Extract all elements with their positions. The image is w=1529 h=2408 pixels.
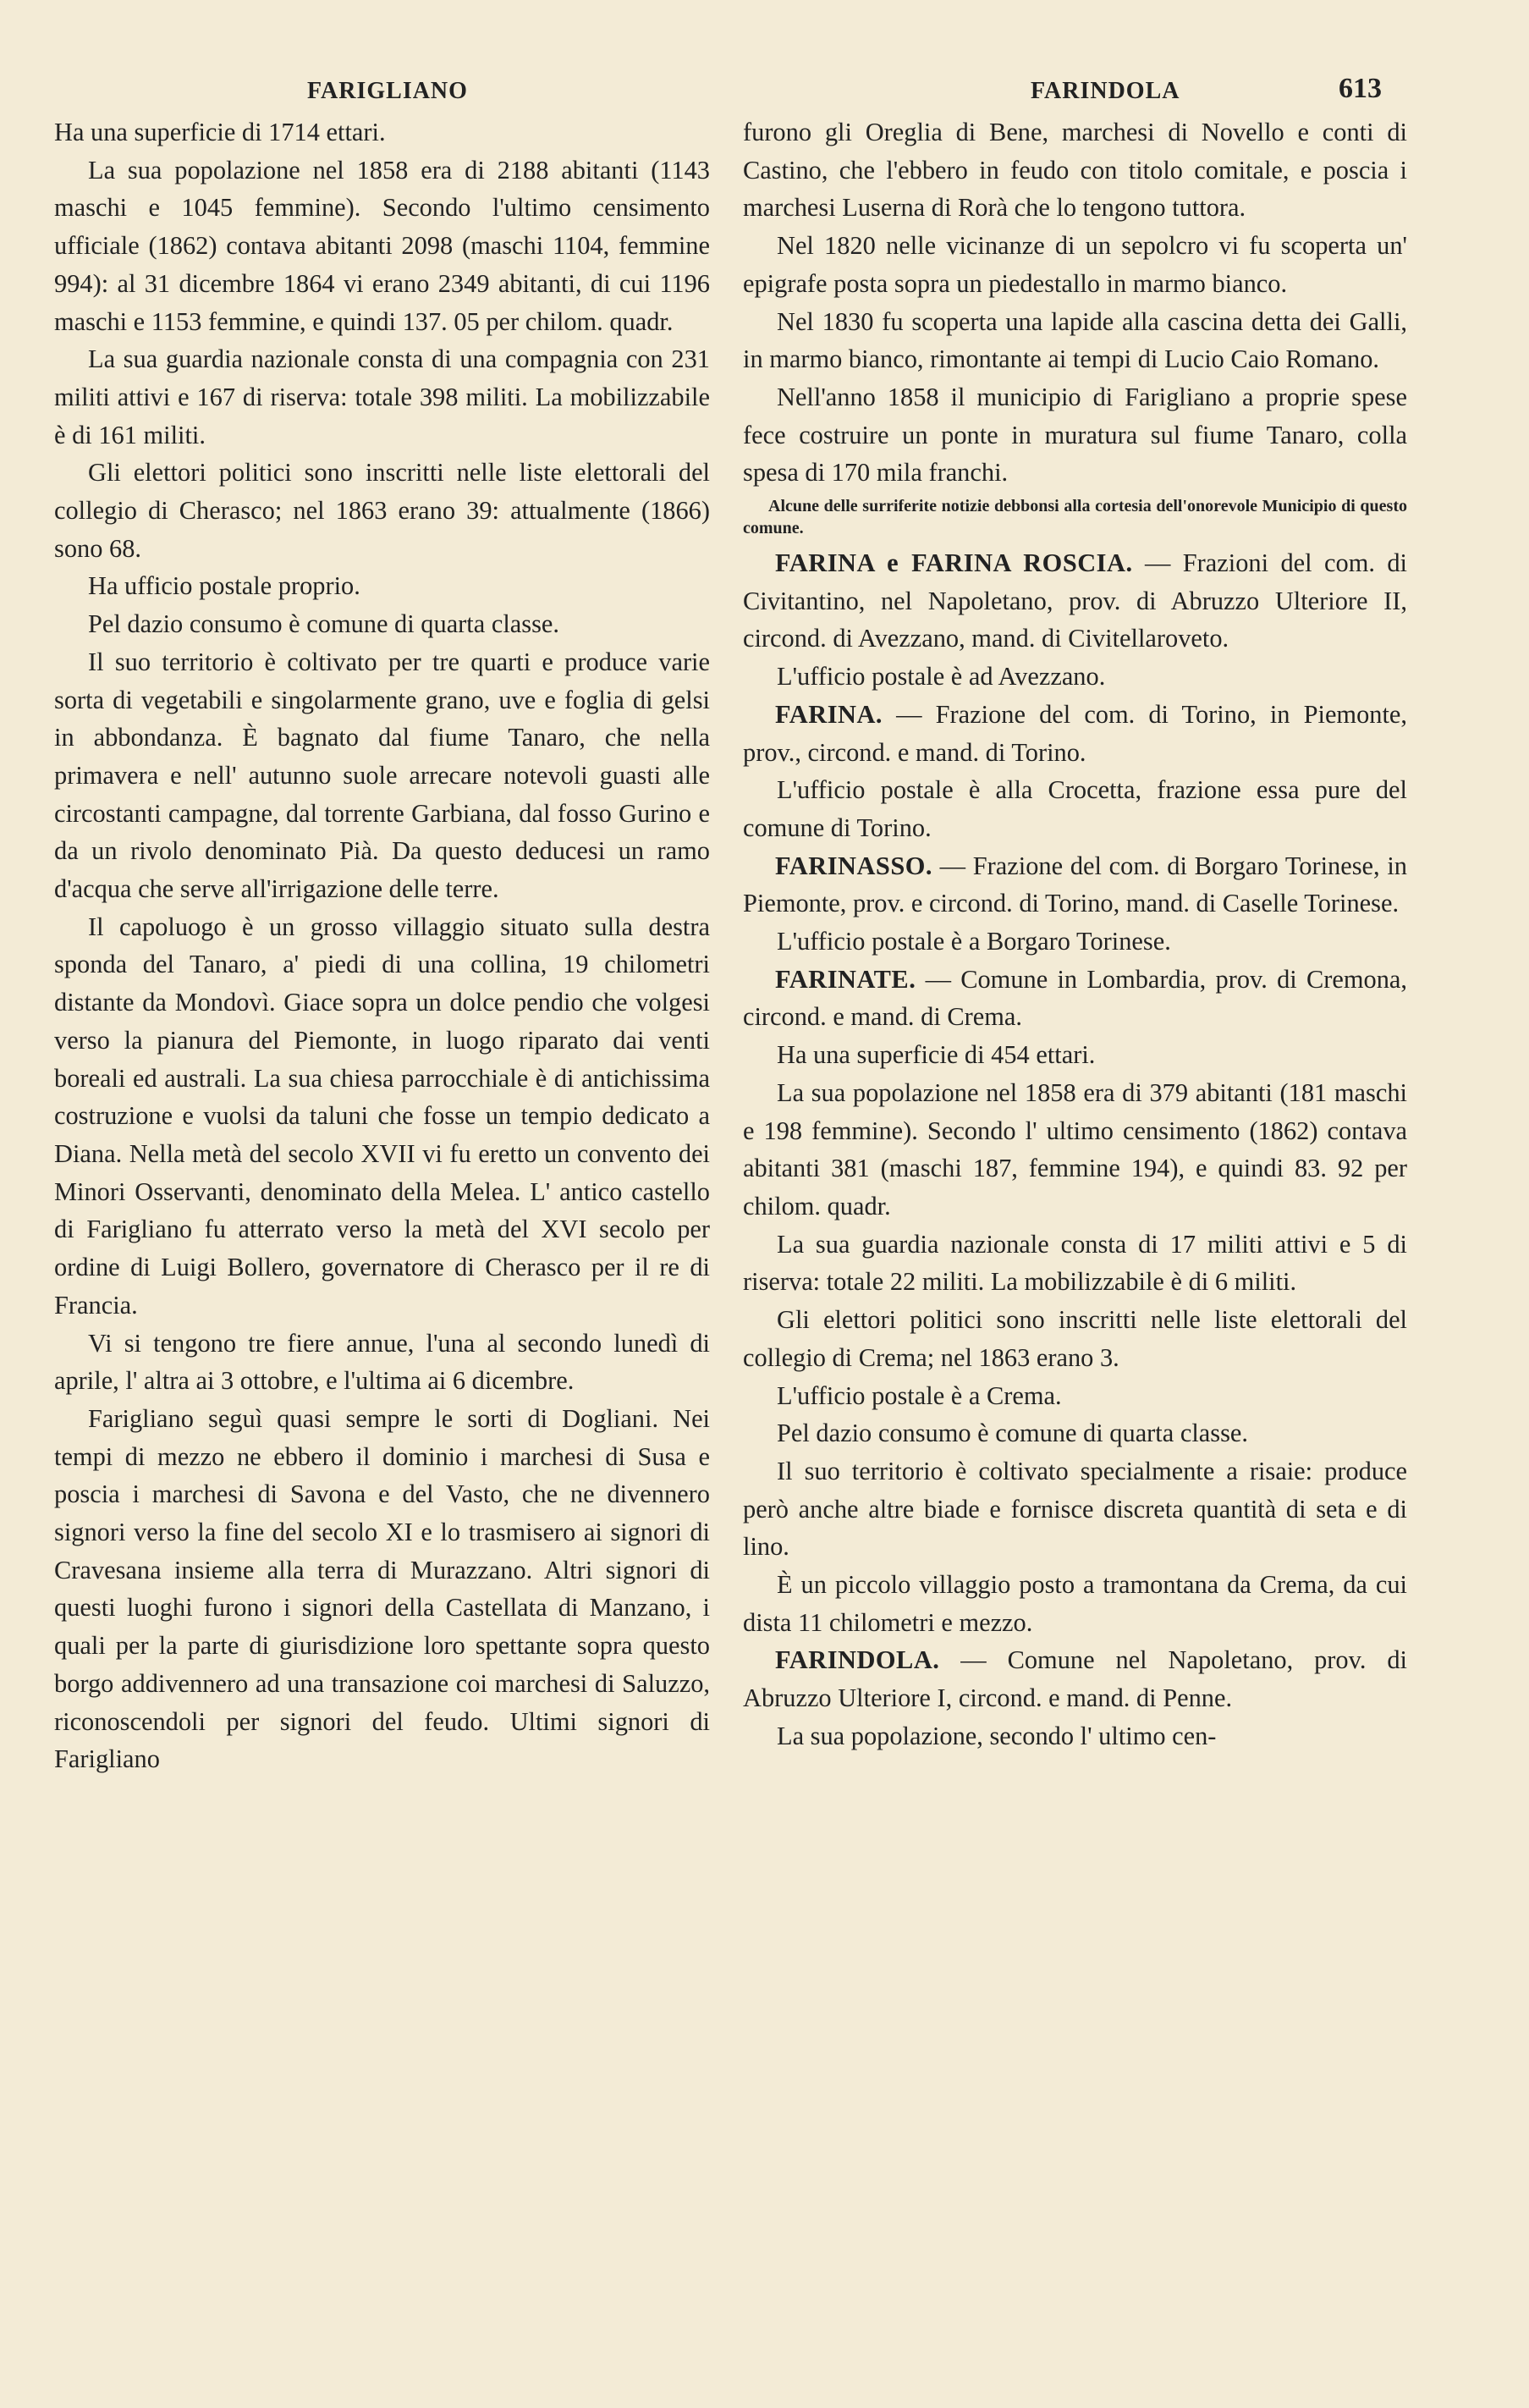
paragraph: La sua guardia nazionale consta di una compagnia con 231 militi attivi e 167 di riserva: totale 398 militi. La mobilizzabile è di 161 militi. — [54, 344, 710, 449]
paragraph: L'ufficio postale è ad Avezzano. — [777, 662, 1106, 692]
entry-text: — Comune nel Napoletano, prov. di Abruzzo Ulteriore I, circond. e mand. di Penne. — [743, 1645, 1407, 1713]
footnote: Alcune delle surriferite notizie debbonsi alla cortesia dell'onorevole Municipio di questo comune. — [743, 497, 1407, 538]
paragraph: Pel dazio consumo è comune di quarta classe. — [88, 609, 559, 639]
paragraph: L'ufficio postale è alla Crocetta, frazione essa pure del comune di Torino. — [743, 775, 1407, 842]
paragraph: È un piccolo villaggio posto a tramontana da Crema, da cui dista 11 chilometri e mezzo. — [743, 1570, 1407, 1637]
paragraph: Ha una superficie di 454 ettari. — [777, 1040, 1096, 1070]
gazetteer-entry — [743, 544, 1407, 658]
paragraph: Il capoluogo è un grosso villaggio situato sulla destra sponda del Tanaro, a' piedi di una collina, 19 chilometri distante da Mondovì. Giace sopra un dolce pendio che volgesi verso la pianura del Piemonte, in luogo riparato dai venti boreali ed australi. La sua chiesa parrocchiale è di antichissima costruzione e vuolsi da taluni che fosse un tempio dedicato a Diana. Nella metà del secolo XVII vi fu eretto un convento dei Minori Osservanti, denominato della Melea. L' antico castello di Farigliano fu atterrato verso la metà del XVI secolo per ordine di Luigi Bollero, governatore di Cherasco per il re di Francia. — [54, 912, 710, 1320]
entry-text: — Frazione del com. di Torino, in Piemonte, prov., circond. e mand. di Torino. — [743, 699, 1407, 767]
paragraph: La sua guardia nazionale consta di 17 militi attivi e 5 di riserva: totale 22 militi. La mobilizzabile è di 6 militi. — [743, 1229, 1407, 1297]
right-column — [743, 113, 1407, 1755]
paragraph: Nel 1820 nelle vicinanze di un sepolcro vi fu scoperta un' epigrafe posta sopra un piedestallo in marmo bianco. — [743, 231, 1407, 298]
paragraph: Farigliano seguì quasi sempre le sorti di Dogliani. Nei tempi di mezzo ne ebbero il dominio i marchesi di Susa e poscia i marchesi di Savona e del Vasto, che ne divennero signori verso la fine del secolo XI e lo trasmisero ai signori di Cravesana insieme alla terra di Murazzano. Altri signori di questi luoghi furono i signori della Castellata di Manzano, i quali per la parte di giurisdizione loro spettante sopra questo borgo addivennero ad una transazione coi marchesi di Saluzzo, riconoscendoli per signori del feudo. Ultimi signori di Farigliano — [54, 1403, 710, 1774]
entry-term: FARINDOLA. — [775, 1645, 940, 1675]
gazetteer-entry — [743, 696, 1407, 771]
paragraph: La sua popolazione nel 1858 era di 379 abitanti (181 maschi e 198 femmine). Secondo l' ultimo censimento (1862) contava abitanti 381 (maschi 187, femmine 194), e quindi 83. 92 per chilom. quadr. — [743, 1077, 1407, 1221]
running-head-left: FARIGLIANO — [307, 78, 468, 104]
entry-term: FARINA. — [775, 699, 883, 729]
paragraph: Ha ufficio postale proprio. — [88, 571, 360, 601]
gazetteer-entry — [743, 961, 1407, 1036]
paragraph: L'ufficio postale è a Crema. — [777, 1380, 1062, 1410]
paragraph: Nel 1830 fu scoperta una lapide alla cascina detta dei Galli, in marmo bianco, rimontante ai tempi di Lucio Caio Romano. — [743, 306, 1407, 374]
paragraph: furono gli Oreglia di Bene, marchesi di Novello e conti di Castino, che l'ebbero in feudo con titolo comitale, e poscia i marchesi Luserna di Rorà che lo tengono tuttora. — [743, 118, 1407, 223]
entry-text: — Frazione del com. di Borgaro Torinese, in Piemonte, prov. e circond. di Torino, mand. di Caselle Torinese. — [743, 851, 1407, 918]
entry-term: FARINA e FARINA ROSCIA. — [775, 548, 1133, 578]
paragraph: Pel dazio consumo è comune di quarta classe. — [777, 1419, 1248, 1448]
paragraph: Nell'anno 1858 il municipio di Farigliano a proprie spese fece costruire un ponte in muratura sul fiume Tanaro, colla spesa di 170 mila franchi. — [743, 382, 1407, 488]
gazetteer-entry — [743, 847, 1407, 923]
running-head-right: FARINDOLA — [1031, 78, 1180, 104]
paragraph: Gli elettori politici sono inscritti nelle liste elettorali del collegio di Cherasco; nel 1863 erano 39: attualmente (1866) sono 68. — [54, 458, 710, 563]
paragraph: Il suo territorio è coltivato specialmente a risaie: produce però anche altre biade e fornisce discreta quantità di seta e di lino. — [743, 1456, 1407, 1562]
paragraph: La sua popolazione nel 1858 era di 2188 abitanti (1143 maschi e 1045 femmine). Secondo l'ultimo censimento ufficiale (1862) contava abitanti 2098 (maschi 1104, femmine 994): al 31 dicembre 1864 vi erano 2349 abitanti, di cui 1196 maschi e 1153 femmine, e quindi 137. 05 per chilom. quadr. — [54, 155, 710, 336]
paragraph: La sua popolazione, secondo l' ultimo cen- — [777, 1721, 1217, 1750]
gazetteer-entry — [743, 1641, 1407, 1716]
page-number: 613 — [1339, 73, 1382, 104]
paragraph: Ha una superficie di 1714 ettari. — [54, 118, 386, 146]
left-column — [54, 113, 710, 1778]
paragraph: Il suo territorio è coltivato per tre quarti e produce varie sorta di vegetabili e singolarmente grano, uve e foglia di gelsi in abbondanza. È bagnato dal fiume Tanaro, che nella primavera e nell' autunno suole arrecare notevoli guasti alle circostanti campagne, dal torrente Garbiana, dal fosso Gurino e da un rivolo denominato Pià. Da questo deducesi un ramo d'acqua che serve all'irrigazione delle terre. — [54, 647, 710, 904]
entry-term: FARINATE. — [775, 964, 916, 994]
entry-term: FARINASSO. — [775, 851, 932, 880]
entry-text: — Frazioni del com. di Civitantino, nel Napoletano, prov. di Abruzzo Ulteriore II, circond. di Avezzano, mand. di Civitellaroveto. — [743, 548, 1407, 653]
paragraph: Gli elettori politici sono inscritti nelle liste elettorali del collegio di Crema; nel 1863 erano 3. — [743, 1305, 1407, 1372]
paragraph: Vi si tengono tre fiere annue, l'una al secondo lunedì di aprile, l' altra ai 3 ottobre, e l'ultima ai 6 dicembre. — [54, 1328, 710, 1396]
entry-text: — Comune in Lombardia, prov. di Cremona, circond. e mand. di Crema. — [743, 964, 1407, 1032]
paragraph: L'ufficio postale è a Borgaro Torinese. — [777, 927, 1171, 956]
